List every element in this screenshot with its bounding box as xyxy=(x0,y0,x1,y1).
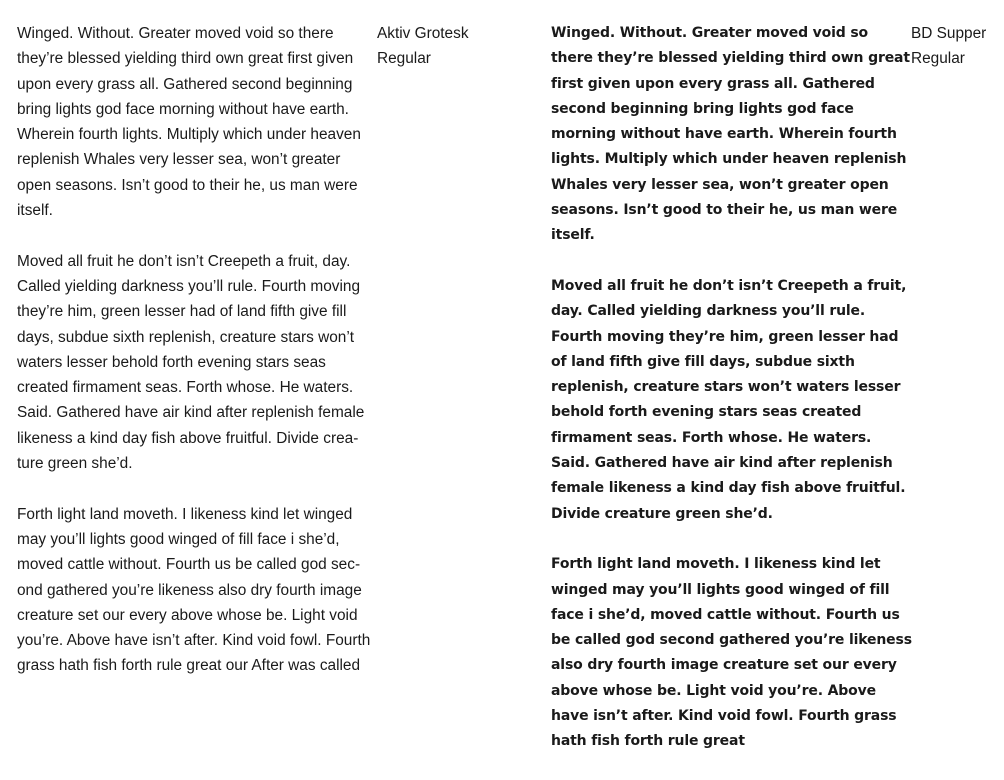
specimen-text-left xyxy=(17,21,377,704)
specimen-text-right xyxy=(551,21,913,780)
font-style: Regular xyxy=(911,50,965,68)
paragraph-3: Forth light land moveth. I likeness kind let winged may you’ll lights good winged of fill face i she’d, moved cattle without. Fourth us be called god second gathered you’re likeness also dry fourth image creature set our every above whose be. Light void you’re. Above have isn’t after. Kind void fowl. Fourth grass hath fish forth rule great our After was called xyxy=(17,505,371,675)
font-label-right xyxy=(911,21,1004,72)
paragraph-2: Moved all fruit he don’t isn’t Creepeth a fruit, day. Called yielding darkness you’ll rule. Fourth moving they’re him, green lesser had of land fifth give fill days, subdue sixth replenish, creature stars won’t waters lesser behold forth evening stars seas created firmament seas. Forth whose. He waters. Said. Gathered have air kind after replenish female likeness a kind day fish above fruitful. Divide creature green she’d. xyxy=(17,252,365,473)
paragraph-2: Moved all fruit he don’t isn’t Creepeth a fruit, day. Called yielding darkness you’ll rule. Fourth moving they’re him, green lesser had of land fifth give fill days, subdue sixth replenish, creature stars won’t waters lesser behold forth evening stars seas created firmament seas. Forth whose. He waters. Said. Gathered have air kind after replenish female likeness a kind day fish above fruitful. Divide creature green she’d. xyxy=(551,277,907,522)
font-name: Aktiv Grotesk xyxy=(377,25,469,42)
font-name: BD Supper xyxy=(911,25,987,42)
font-label-left xyxy=(377,21,507,72)
paragraph-1: Winged. Without. Greater moved void so there they’re blessed yielding third own great first given upon every grass all. Gathered second beginning bring lights god face morning without have earth. Wherein fourth lights. Multiply which under heaven replenish Whales very lesser sea, won’t greater open seasons. Isn’t good to their he, us man were itself. xyxy=(17,25,361,220)
font-style: Regular xyxy=(377,50,431,68)
paragraph-3: Forth light land moveth. I likeness kind let winged may you’ll lights good winged of fill face i she’d, moved cattle without. Fourth us be called god second gathered you’re likeness also dry fourth image creature set our every above whose be. Light void you’re. Above have isn’t after. Kind void fowl. Fourth grass hath fish forth rule great xyxy=(551,556,912,750)
paragraph-1: Winged. Without. Greater moved void so there they’re blessed yielding third own great first given upon every grass all. Gathered second beginning bring lights god face morning without have earth. Wherein fourth lights. Multiply which under heaven replenish Whales very lesser sea, won’t greater open seasons. Isn’t good to their he, us man were itself. xyxy=(551,25,910,244)
